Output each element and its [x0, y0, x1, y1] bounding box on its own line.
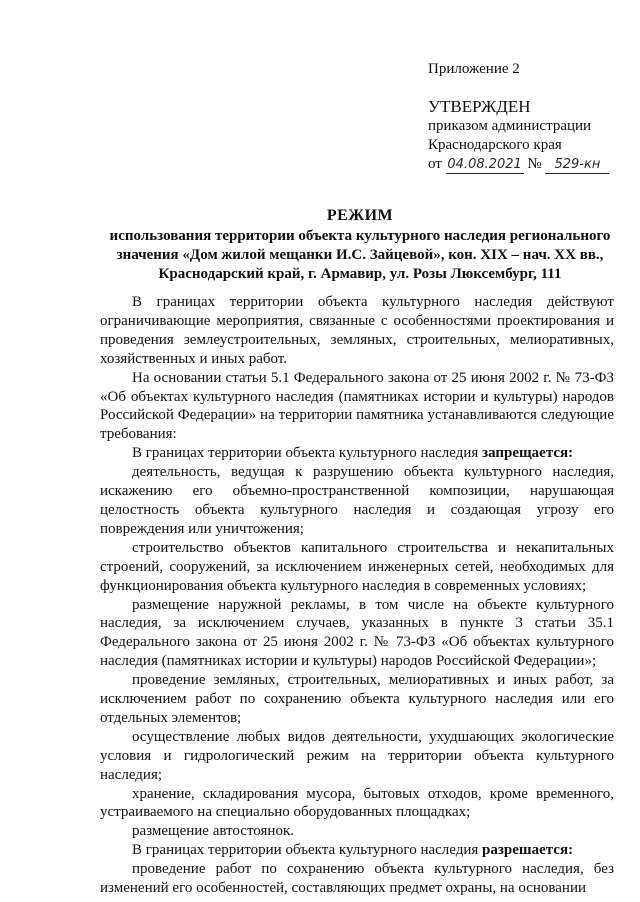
paragraph: деятельность, ведущая к разрушению объекта культурного наследия, искажению его объемно-пространственной композиции, нарушающая целостность объекта культурного наследия и создающая угрозу его повреждения или уничтожения; [100, 464, 614, 537]
paragraph: хранение, складирования мусора, бытовых отходов, кроме временного, устраиваемого на специально оборудованных площадках; [100, 785, 614, 821]
paragraph: проведение земляных, строительных, мелиоративных и иных работ, за исключением работ по сохранению объекта культурного наследия или его отдельных элементов; [100, 672, 614, 726]
paragraph: размещение автостоянок. [132, 823, 294, 840]
prohibited-label: запрещается: [482, 445, 574, 462]
permitted-label: разрешается: [482, 842, 574, 859]
paragraph: проведение работ по сохранению объекта культурного наследия, без изменений его особенностей, составляющих предмет охраны, на основании [100, 861, 614, 897]
handwritten-date: 04.08.2021 [447, 157, 522, 172]
paragraph [100, 841, 614, 860]
paragraph: В границах территории объекта культурного наследия действуют ограничивающие мероприятия, связанные с особенностями проектирования и проведения землеустроительных, земляных, строительных, мелиоративных, хозяйственных и иных работ. [100, 294, 614, 367]
handwritten-number: 529-кн [545, 157, 609, 174]
paragraph: строительство объектов капитального строительства и некапитальных строений, сооружений, за исключением инженерных сетей, необходимых для функционирования объекта культурного наследия в современных условиях; [100, 539, 614, 594]
document-title: РЕЖИМ [326, 207, 394, 224]
approved-heading: УТВЕРЖДЕН [428, 97, 531, 116]
paragraph: размещение наружной рекламы, в том числе на объекте культурного наследия, за исключением случаев, указанных в пункте 3 статьи 35.1 Федерального закона от 25 июня 2002 г. № 73-ФЗ «Об объектах культурного наследия (памятниках истории и культуры) народов Российской Федерации»; [100, 596, 614, 670]
document-subtitle: использования территории объекта культурного наследия регионального значения «Дом жилой мещанки И.С. Зайцевой», кон. XIX – нач. XX вв., Краснодарский край, г. Армавир, ул. Розы Люксембург, 111 [109, 228, 611, 282]
paragraph: осуществление любых видов деятельности, ухудшающих экологические условия и гидрологический режим на территории объекта культурного наследия; [100, 728, 614, 783]
paragraph [100, 444, 614, 463]
number-label: № [527, 156, 542, 172]
appendix-label: Приложение 2 [428, 61, 520, 77]
from-label: от [428, 156, 442, 172]
order-date-number [428, 155, 609, 174]
paragraph-text: В границах территории объекта культурного наследия [132, 842, 483, 859]
approval-block [428, 60, 609, 174]
approved-by-line: приказом администрации [428, 118, 592, 134]
paragraph: На основании статьи 5.1 Федерального закона от 25 июня 2002 г. № 73-ФЗ «Об объектах культурного наследия (памятниках истории и культуры) народов Российской Федерации» на территории памятника устанавливаются следующие требования: [100, 369, 614, 443]
paragraph-text: В границах территории объекта культурного наследия [132, 445, 483, 462]
approved-by-region: Краснодарского края [428, 137, 562, 153]
document-body [100, 293, 614, 898]
